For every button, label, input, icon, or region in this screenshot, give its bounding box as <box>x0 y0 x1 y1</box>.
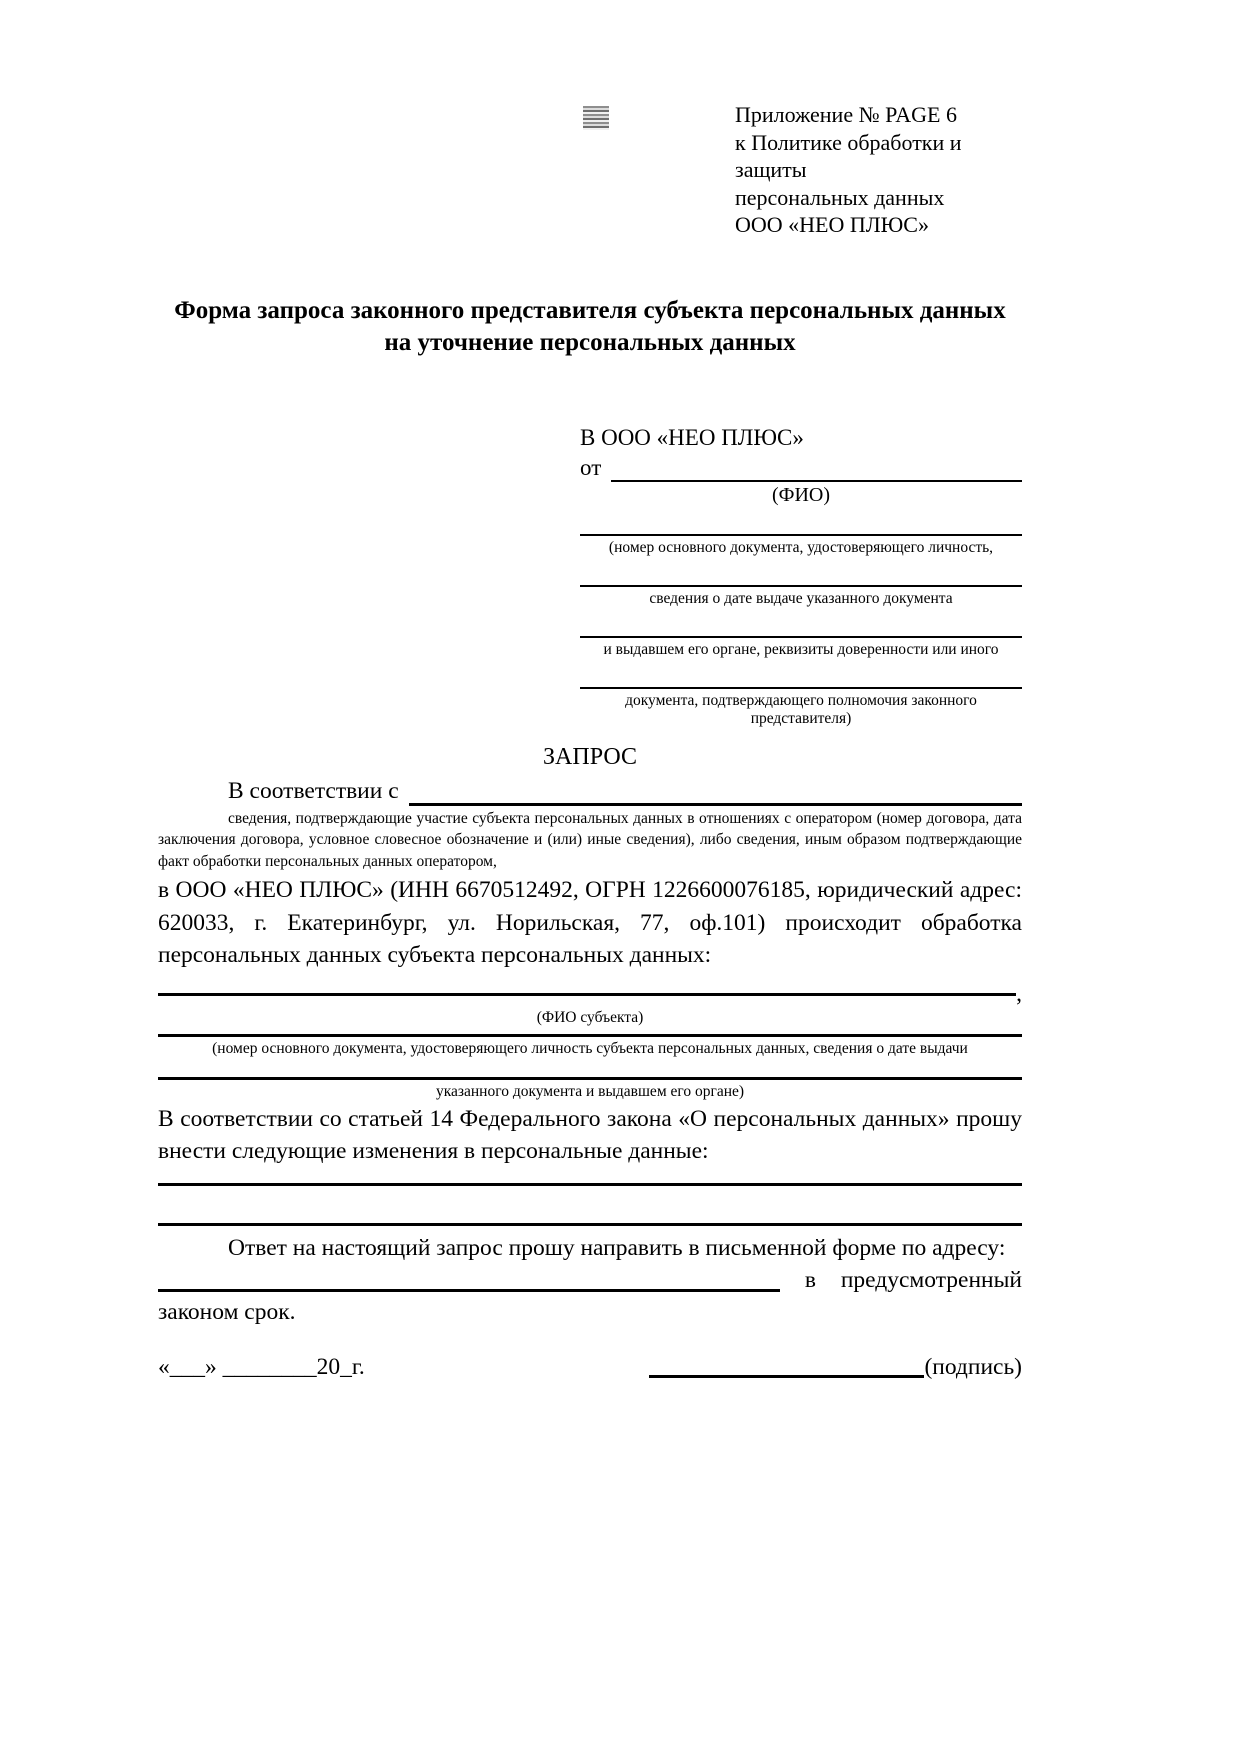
changes-blank-line-2 <box>158 1186 1022 1226</box>
in-accordance-label: В соответствии с <box>228 777 399 804</box>
document-title-line2: на уточнение персональных данных <box>384 328 796 356</box>
doc-field-group-2 <box>580 565 1022 608</box>
answer-mid-word: в <box>804 1266 816 1293</box>
doc-blank-line-3 <box>580 616 1022 638</box>
date-blank-line: «___» ________20_г. <box>158 1353 365 1380</box>
in-accordance-row <box>158 776 1022 806</box>
trailing-comma: , <box>1016 980 1022 1007</box>
request-heading: ЗАПРОС <box>543 743 637 770</box>
subject-fio-caption: (ФИО субъекта) <box>536 1008 644 1026</box>
doc-blank-line-1 <box>580 514 1022 536</box>
subject-fio-blank-line <box>158 972 1016 996</box>
doc-field-group-3 <box>580 616 1022 659</box>
answer-address-blank-line <box>158 1272 780 1292</box>
operator-paragraph: в ООО «НЕО ПЛЮС» (ИНН 6670512492, ОГРН 1226600076185, юридический адрес: 620033, г. Екатеринбург, ул. Норильская, 77, оф.101) происходит обработка персональных данных субъекта персональных данных: <box>158 877 1022 968</box>
subject-doc-caption-2: указанного документа и выдавшем его органе) <box>435 1082 745 1100</box>
doc-caption-3: и выдавшем его органе, реквизиты доверенности или иного <box>603 640 999 658</box>
doc-blank-line-4 <box>580 667 1022 689</box>
smallprint-note: сведения, подтверждающие участие субъекта персональных данных в отношениях с оператором (номер договора, дата заключения договора, условное словесное обозначение и (или) иные сведения), либо сведения, иным образом подтверждающие факт обработки персональных данных оператором, <box>158 809 1022 870</box>
appendix-number-line: Приложение № PAGE 6 <box>735 102 957 127</box>
answer-address-line: Ответ на настоящий запрос прошу направить в письменной форме по адресу: <box>228 1234 1006 1261</box>
field-code-artifact-icon <box>583 106 609 130</box>
from-label: от <box>580 454 602 480</box>
answer-right-word: предусмотренный <box>840 1266 1022 1293</box>
addressee-to: В ООО «НЕО ПЛЮС» <box>580 424 804 450</box>
subject-doc-blank-line-2 <box>158 1058 1022 1080</box>
doc-field-group-1 <box>580 514 1022 557</box>
doc-caption-4: документа, подтверждающего полномочия законного представителя) <box>625 691 977 727</box>
doc-field-group-4 <box>580 667 1022 728</box>
subject-doc-caption-1: (номер основного документа, удостоверяющего личность субъекта персональных данных, сведения о дате выдачи <box>212 1039 968 1057</box>
answer-address-blank-row <box>158 1264 1022 1296</box>
changes-blank-line-1 <box>158 1168 1022 1186</box>
signature-caption: (подпись) <box>924 1353 1022 1380</box>
document-title-line1: Форма запроса законного представителя субъекта персональных данных <box>174 296 1006 324</box>
appendix-policy-line: к Политике обработки и защиты <box>735 129 962 182</box>
appendix-policy-line2: персональных данных <box>735 184 945 210</box>
subject-doc-blank-line-1 <box>158 1027 1022 1037</box>
answer-tail-line: законом срок. <box>158 1298 296 1325</box>
appendix-company-line: ООО «НЕО ПЛЮС» <box>735 212 929 237</box>
article14-paragraph: В соответствии со статьей 14 Федерального закона «О персональных данных» прошу внести следующие изменения в персональные данные: <box>158 1105 1022 1164</box>
from-name-blank-line <box>611 454 1022 482</box>
in-accordance-blank-line <box>409 776 1022 806</box>
fio-caption: (ФИО) <box>771 483 830 506</box>
signature-row <box>158 1352 1022 1382</box>
doc-blank-line-2 <box>580 565 1022 587</box>
signature-blank-line <box>649 1356 924 1378</box>
doc-caption-1: (номер основного документа, удостоверяющего личность, <box>608 538 994 556</box>
document-title <box>158 295 1022 359</box>
signature-group <box>649 1352 1022 1382</box>
doc-caption-2: сведения о дате выдаче указанного документа <box>649 589 953 607</box>
subject-fio-blank-row <box>158 972 1022 1006</box>
addressee-block <box>580 421 1022 728</box>
appendix-header <box>735 0 1022 239</box>
addressee-from-row <box>580 454 1022 482</box>
